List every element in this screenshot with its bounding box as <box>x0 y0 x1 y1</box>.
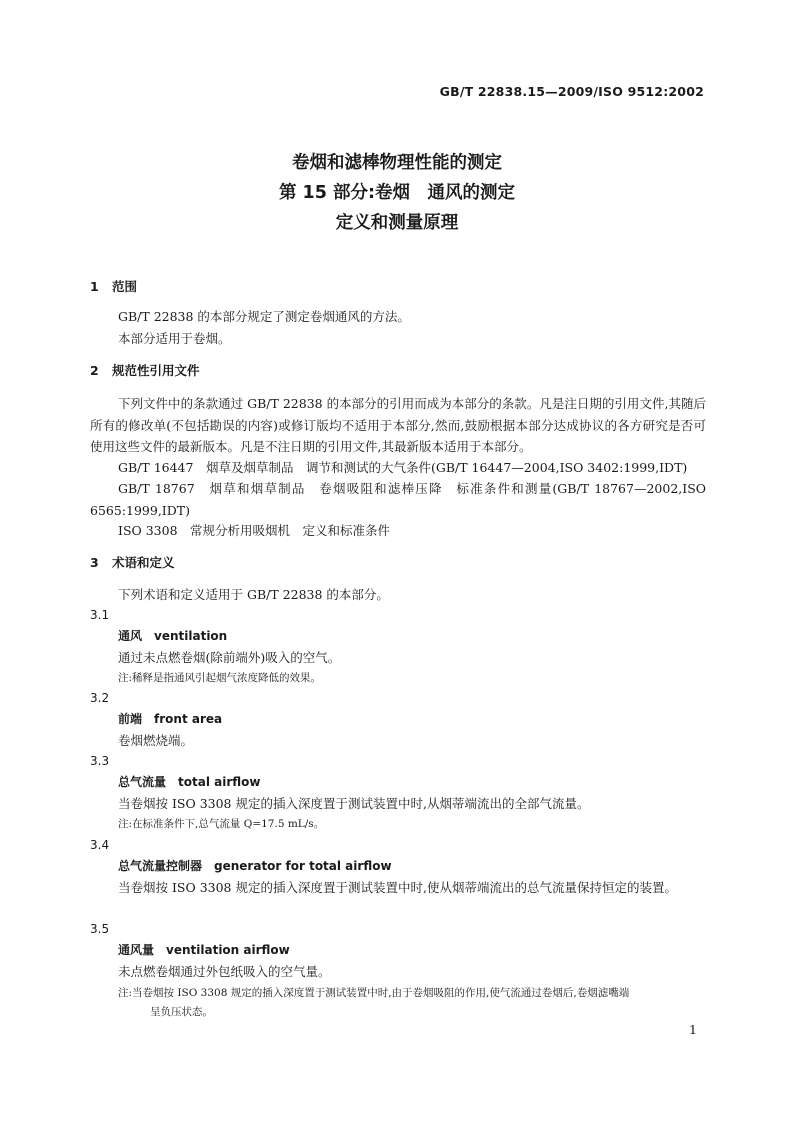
page-number: 1 <box>689 1022 697 1037</box>
reference-gb-16447: GB/T 16447 烟草及烟草制品 调节和测试的大气条件(GB/T 16447—2004,ISO 3402:1999,IDT) <box>118 460 688 475</box>
term-zh: 前端 <box>118 712 143 726</box>
term-number: 3.4 <box>90 838 110 852</box>
term-number: 3.2 <box>90 691 110 705</box>
section-2-para-1: 下列文件中的条款通过 GB/T 22838 的本部分的引用而成为本部分的条款。凡是注日期的引用文件,其随后所有的修改单(不包括勘误的内容)或修订版均不适用于本部分,然而,鼓励根据本部分达成协议的各方研究是否可使用这些文件的最新版本。凡是不注日期的引用文件,其最新版本适用于本部分。 <box>90 396 706 454</box>
term-generator-total-airflow <box>90 856 734 877</box>
term-note: 注:在标准条件下,总气流量 Q=17.5 mL/s。 <box>118 818 325 830</box>
doc-title-line-2: 第 15 部分:卷烟 通风的测定 <box>278 183 516 203</box>
section-number: 1 <box>90 279 99 294</box>
reference-gb-18767: GB/T 18767 烟草和烟草制品 卷烟吸阻和滤棒压降 标准条件和测量(GB/T 18767—2002,ISO 6565:1999,IDT) <box>90 481 706 518</box>
section-number: 3 <box>90 555 99 570</box>
term-en: total airflow <box>178 775 261 789</box>
term-ventilation <box>90 626 734 647</box>
term-definition: 当卷烟按 ISO 3308 规定的插入深度置于测试装置中时,使从烟蒂端流出的总气流量保持恒定的装置。 <box>118 880 677 895</box>
term-definition: 卷烟燃烧端。 <box>118 733 194 748</box>
term-number: 3.3 <box>90 754 110 768</box>
term-note: 注:稀释是指通风引起烟气浓度降低的效果。 <box>118 672 322 684</box>
term-zh: 通风量 <box>118 943 155 957</box>
section-title: 范围 <box>112 279 138 294</box>
term-zh: 通风 <box>118 629 143 643</box>
term-number: 3.1 <box>90 608 110 622</box>
term-en: generator for total airflow <box>214 859 392 873</box>
section-2-heading <box>90 360 706 381</box>
standard-code: GB/T 22838.15—2009/ISO 9512:2002 <box>439 84 704 99</box>
term-front-area <box>90 709 734 730</box>
term-number: 3.5 <box>90 922 110 936</box>
section-title: 术语和定义 <box>112 555 175 570</box>
term-zh: 总气流量 <box>118 775 167 789</box>
term-note: 注:当卷烟按 ISO 3308 规定的插入深度置于测试装置中时,由于卷烟吸阻的作用,使气流通过卷烟后,卷烟滤嘴端 <box>118 987 630 999</box>
doc-title-line-3: 定义和测量原理 <box>335 213 459 233</box>
section-1-heading <box>90 276 706 297</box>
term-definition: 通过未点燃卷烟(除前端外)吸入的空气。 <box>118 650 341 665</box>
term-en: ventilation <box>154 629 228 643</box>
term-zh: 总气流量控制器 <box>118 859 203 873</box>
term-ventilation-airflow <box>90 940 734 961</box>
section-3-intro: 下列术语和定义适用于 GB/T 22838 的本部分。 <box>118 587 389 602</box>
term-definition: 未点燃卷烟通过外包纸吸入的空气量。 <box>118 964 331 979</box>
term-definition: 当卷烟按 ISO 3308 规定的插入深度置于测试装置中时,从烟蒂端流出的全部气流量。 <box>118 796 590 811</box>
section-1-para-2: 本部分适用于卷烟。 <box>118 331 231 346</box>
section-number: 2 <box>90 363 99 378</box>
doc-title-line-1: 卷烟和滤棒物理性能的测定 <box>292 153 502 173</box>
reference-iso-3308: ISO 3308 常规分析用吸烟机 定义和标准条件 <box>118 523 391 538</box>
section-1-para-1: GB/T 22838 的本部分规定了测定卷烟通风的方法。 <box>118 309 410 324</box>
term-en: ventilation airflow <box>166 943 290 957</box>
section-title: 规范性引用文件 <box>112 363 200 378</box>
section-3-heading <box>90 552 706 573</box>
term-note-continued: 呈负压状态。 <box>150 1006 213 1018</box>
term-en: front area <box>154 712 223 726</box>
term-total-airflow <box>90 772 734 793</box>
